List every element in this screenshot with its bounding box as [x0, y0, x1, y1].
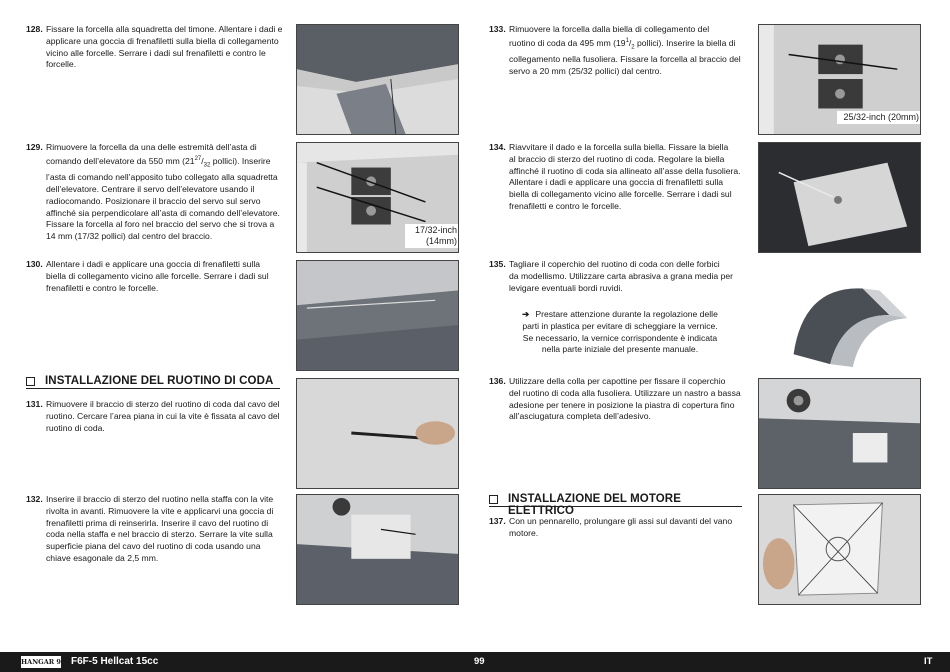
language-code: IT	[924, 656, 933, 667]
photo-137-motor-box	[758, 494, 921, 605]
photo-133-measure-label: 25/32-inch (20mm)	[837, 111, 921, 124]
photo-135-cover-part	[758, 260, 921, 371]
photo-134-steering-arm	[758, 142, 921, 253]
photo-128-rudder-horn	[296, 24, 459, 135]
paint-note: ➔ Prestare attenzione durante la regolazione delle parti in plastica per evitare di scheggiare la vernice. Se necessario, la vernice corrispondente è indicata nella parte iniziale del presente manuale.	[522, 309, 718, 355]
photo-132-tail-wheel-bracket	[296, 494, 459, 605]
hangar9-logo: HANGAR 9	[21, 658, 61, 666]
model-name: F6F-5 Hellcat 15cc	[71, 656, 159, 667]
photo-129-elevator-servo	[296, 142, 459, 253]
page-footer	[0, 652, 950, 672]
section-motor-heading: INSTALLAZIONE DEL MOTORE ELETTRICO	[489, 493, 742, 507]
photo-133-rudder-servo	[758, 24, 921, 135]
section-tail-wheel-heading: INSTALLAZIONE DEL RUOTINO DI CODA	[26, 375, 280, 389]
arrow-right-icon: ➔	[522, 309, 530, 319]
checkbox-icon	[489, 495, 498, 504]
photo-129-measure-label: 17/32-inch (14mm)	[405, 224, 459, 248]
photo-131-hex-wrench	[296, 378, 459, 489]
page-number: 99	[474, 656, 485, 667]
checkbox-icon	[26, 377, 35, 386]
photo-136-tail-wheel-cover	[758, 378, 921, 489]
photo-130-pushrod	[296, 260, 459, 371]
